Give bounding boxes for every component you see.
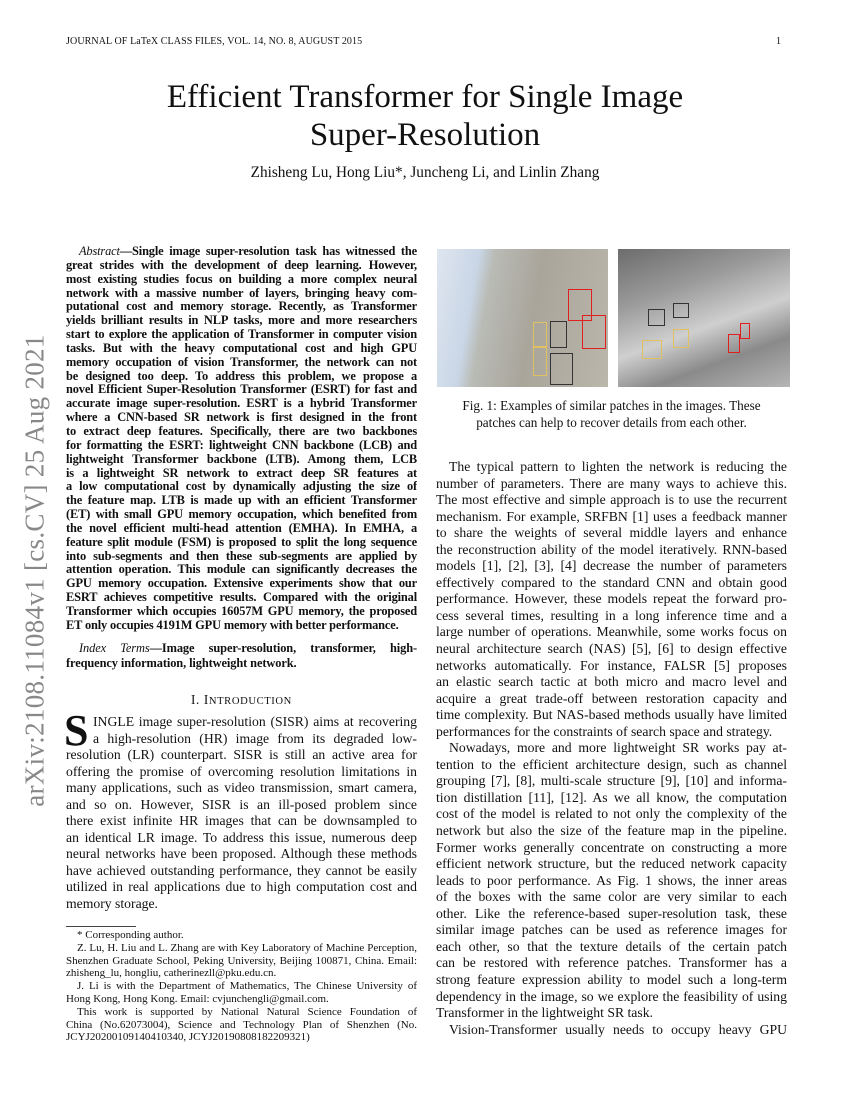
- text-line: cess several times, resulting in a long inference time and a: [436, 607, 787, 623]
- text-line: the feature map. LTB is made up with an efficient Transformer: [66, 494, 417, 508]
- page-number: 1: [776, 36, 782, 47]
- text-block: [66, 929, 417, 1044]
- text-line: similar image patches can be used as reference images for: [436, 922, 787, 938]
- text-line: dependency in the image, so we explore the feasibility of using: [436, 988, 787, 1004]
- title-line: Efficient Transformer for Single Image: [166, 79, 684, 115]
- introduction-paragraph: [64, 706, 417, 913]
- black-patch-box: [550, 321, 567, 348]
- title-line: Super-Resolution: [309, 117, 541, 153]
- text-line: frequency information, lightweight network.: [66, 655, 297, 670]
- text-line: zhisheng_lu, hongliu, catherinezll@pku.edu.cn.: [66, 967, 277, 980]
- text-line: cost of the model is related to not only the complexity of the: [436, 806, 787, 822]
- black-patch-box: [648, 309, 665, 326]
- yellow-patch-box: [533, 346, 547, 376]
- text-line: The most effective and simple approach is to use the recurrent: [436, 492, 787, 508]
- text-line: China (No.62073004), Science and Technology Plan of Shenzhen (No.: [66, 1018, 417, 1031]
- yellow-patch-box: [642, 340, 662, 359]
- text-line: neural networks have been proposed. Although these methods: [66, 846, 417, 862]
- text-line: Transformer which occupies 16057M GPU memory, the proposed: [66, 604, 417, 618]
- text-line: mechanism. For example, SRFBN [1] uses a feedback manner: [436, 508, 787, 524]
- text-line: The typical pattern to lighten the network is reducing the: [449, 459, 787, 474]
- text-line: memory storage.: [66, 896, 158, 912]
- text-line: many applications, such as video transmission, smart camera,: [66, 780, 417, 796]
- black-patch-box: [673, 303, 689, 318]
- text-line: and so on. However, SISR is an ill-posed problem since: [66, 796, 417, 812]
- text-line: is a lightweight SR network to extract deep SR features at: [66, 466, 417, 480]
- text-line: tention to the efficient architecture design, such as channel: [436, 756, 787, 772]
- text-line: to share the weights of several middle layers and enhance: [436, 525, 787, 541]
- text-line: Vision-Transformer usually needs to occupy heavy GPU: [449, 1021, 787, 1037]
- figure-image-building-windows: [437, 249, 608, 387]
- text-line: putational cost and memory storage. Recently, as Transformer: [66, 300, 417, 314]
- abstract-first-line: —Single image super-resolution task has witnessed the: [119, 245, 417, 258]
- text-line: performance. However, these models repeat the forward pro-: [436, 591, 787, 607]
- figure-image-building-facade: [618, 249, 790, 387]
- arxiv-stamp: arXiv:2108.11084v1 [cs.CV] 25 Aug 2021: [19, 334, 50, 807]
- text-line: INGLE image super-resolution (SISR) aims at recovering: [93, 714, 417, 729]
- text-line: where a CNN-based SR network is first designed in the front: [66, 411, 417, 425]
- text-line: network but also the size of the feature map in the pipeline.: [436, 823, 787, 839]
- text-line: number of parameters. There are many ways to achieve this.: [436, 475, 787, 491]
- footnote-divider: [66, 926, 136, 927]
- text-line: to extract deep features. Specifically, there are two backbones: [66, 424, 417, 438]
- text-line: utilized in real applications due to high computation cost and: [66, 879, 417, 895]
- caption-line: Fig. 1: Examples of similar patches in the images. These: [462, 398, 761, 413]
- text-line: memory occupation of vision Transformer, the network can not: [66, 355, 417, 369]
- text-line: Hong Kong, Hong Kong. Email: cvjunchengli@gmail.com.: [66, 992, 329, 1005]
- caption-line: patches can help to recover details from each other.: [476, 415, 747, 430]
- text-line: (ET) with small GPU memory occupation, which benefited from: [66, 508, 417, 522]
- red-patch-box: [728, 334, 740, 353]
- text-line: an identical LR image. To address this issue, numerous deep: [66, 829, 417, 845]
- index-terms-label: Index Terms: [79, 641, 150, 655]
- text-line: there exist infinite HR images that can be downsampled to: [66, 813, 417, 829]
- footnotes: [66, 929, 417, 1044]
- text-line: JCYJ20200109140410340, JCYJ20190808182209321): [66, 1031, 310, 1044]
- section-heading-introduction: [66, 692, 417, 708]
- text-line: strong feature expression ability to model such a long-term: [436, 971, 787, 987]
- text-line: a low computational cost by dynamically adjusting the size of: [66, 480, 417, 494]
- figure-caption: [436, 397, 787, 431]
- text-line: for formatting the ESRT: lightweight CNN backbone (LCB) and: [66, 438, 417, 452]
- text-line: attention operation. This module can significantly decreases the: [66, 563, 417, 577]
- text-line: Transformer in the lightweight SR task.: [436, 1005, 653, 1021]
- text-line: networks automatically. For instance, FALSR [5] proposes: [436, 657, 787, 673]
- text-line: This work is supported by National Natural Science Foundation of: [77, 1005, 417, 1018]
- text-line: yields brilliant results in NLP tasks, more and more researchers: [66, 314, 417, 328]
- section-title: NTRODUCTION: [208, 696, 292, 707]
- text-line: [66, 641, 417, 656]
- text-line: efficient network structure, but the reduced network capacity: [436, 856, 787, 872]
- text-line: resolution (LR) counterpart. SISR is still an active area for: [66, 747, 417, 763]
- abstract: [66, 245, 417, 633]
- text-line: novel Efficient Super-Resolution Transformer (ESRT) for fast and: [66, 383, 417, 397]
- text-line: * Corresponding author.: [77, 929, 184, 941]
- text-line: ET only occupies 4191M GPU memory with better performance.: [66, 618, 399, 632]
- text-block: [64, 706, 417, 913]
- text-line: J. Li is with the Department of Mathematics, The Chinese University of: [77, 980, 417, 993]
- text-line: feature split module (FSM) is proposed to split the long sequence: [66, 535, 417, 549]
- abstract-label: Abstract: [79, 245, 120, 258]
- text-line: a high-resolution (HR) image from its degraded low-: [93, 730, 417, 746]
- red-patch-box: [582, 315, 606, 349]
- text-line: GPU memory occupation. Extensive experiments show that our: [66, 577, 417, 591]
- text-line: tion distillation [11], [12]. As we all know, the computation: [436, 789, 787, 805]
- text-block: [436, 740, 787, 1021]
- text-line: models [1], [2], [3], [4] decrease the number of parameters: [436, 558, 787, 574]
- text-line: Shenzhen Graduate School, Peking University, Beijing 100871, China. Email:: [66, 954, 417, 967]
- text-line: effectively compared to the standard CNN and obtain good: [436, 574, 787, 590]
- text-line: other. Like the reference-based super-resolution task, these: [436, 905, 787, 921]
- text-line: into sub-segments and then these sub-segments are applied by: [66, 549, 417, 563]
- right-column-text: [436, 459, 787, 1038]
- text-line: great strides with the development of deep learning. However,: [66, 258, 417, 272]
- drop-cap: S: [64, 706, 89, 755]
- text-line: neural architecture search (NAS) [5], [6] to design effective: [436, 641, 787, 657]
- text-line: network with a massive number of layers, bringing heavy com-: [66, 286, 417, 300]
- text-line: lightweight Transformer backbone (LTB). Among them, LCB: [66, 452, 417, 466]
- red-patch-box: [740, 323, 750, 339]
- text-line: large number of operations. Meanwhile, some works focus on: [436, 624, 787, 640]
- text-line: start to explore the application of Transformer in computer vision: [66, 328, 417, 342]
- text-line: be designed too deep. To address this problem, we propose a: [66, 369, 417, 383]
- text-line: have achieved outstanding performance, they cannot be easily: [66, 862, 417, 878]
- text-line: Nowadays, more and more lightweight SR works pay at-: [449, 740, 787, 756]
- text-line: each other, so that the texture details of the certain patch: [436, 938, 787, 954]
- black-patch-box: [550, 353, 573, 385]
- text-line: Former works generally concentrate on constructing a more: [436, 839, 787, 855]
- paper-title: [0, 78, 850, 154]
- text-line: time complexity. But NAS-based methods usually have limited: [436, 707, 787, 723]
- text-line: of the boxes with the same color are very similar to each: [436, 889, 787, 905]
- text-line: the novel efficient multi-head attention (EMHA). In EMHA, a: [66, 521, 417, 535]
- text-line: ESRT achieves competitive results. Compared with the original: [66, 591, 417, 605]
- index-terms: [66, 641, 417, 670]
- text-block: [436, 459, 787, 740]
- text-line: the reconstruction ability of the model iteratively. RNN-based: [436, 541, 787, 557]
- author-list: Zhisheng Lu, Hong Liu*, Juncheng Li, and Linlin Zhang: [250, 164, 600, 181]
- text-line: acquire a great trade-off between restoration capacity and: [436, 690, 787, 706]
- text-line: can be restored with reference patches. Transformer has a: [436, 955, 787, 971]
- text-line: most existing studies focus on building a more complex neural: [66, 272, 417, 286]
- text-line: performances for the constraints of search space and strategy.: [436, 723, 773, 739]
- text-line: tasks. But with the heavy computational cost and high GPU: [66, 341, 417, 355]
- text-line: Z. Lu, H. Liu and L. Zhang are with Key Laboratory of Machine Perception,: [77, 941, 417, 954]
- text-line: accurate image super-resolution. ESRT is a hybrid Transformer: [66, 397, 417, 411]
- text-line: offering the promise of overcoming resolution limitations in: [66, 763, 417, 779]
- text-line: grouping [7], [8], multi-scale structure [9], [10] and informa-: [436, 773, 787, 789]
- section-number: I. I: [191, 692, 209, 707]
- text-line: [66, 245, 417, 259]
- text-block: [436, 1022, 787, 1039]
- index-terms-first-line: —Image super-resolution, transformer, high-: [149, 641, 417, 655]
- running-header: JOURNAL OF LaTeX CLASS FILES, VOL. 14, NO. 8, AUGUST 2015: [66, 36, 363, 47]
- yellow-patch-box: [673, 329, 689, 348]
- text-line: an elastic search tactic at both micro and macro level and: [436, 674, 787, 690]
- text-block: [66, 259, 417, 633]
- text-line: leads to poor performance. As Fig. 1 shows, the inner areas: [436, 872, 787, 888]
- yellow-patch-box: [533, 322, 547, 348]
